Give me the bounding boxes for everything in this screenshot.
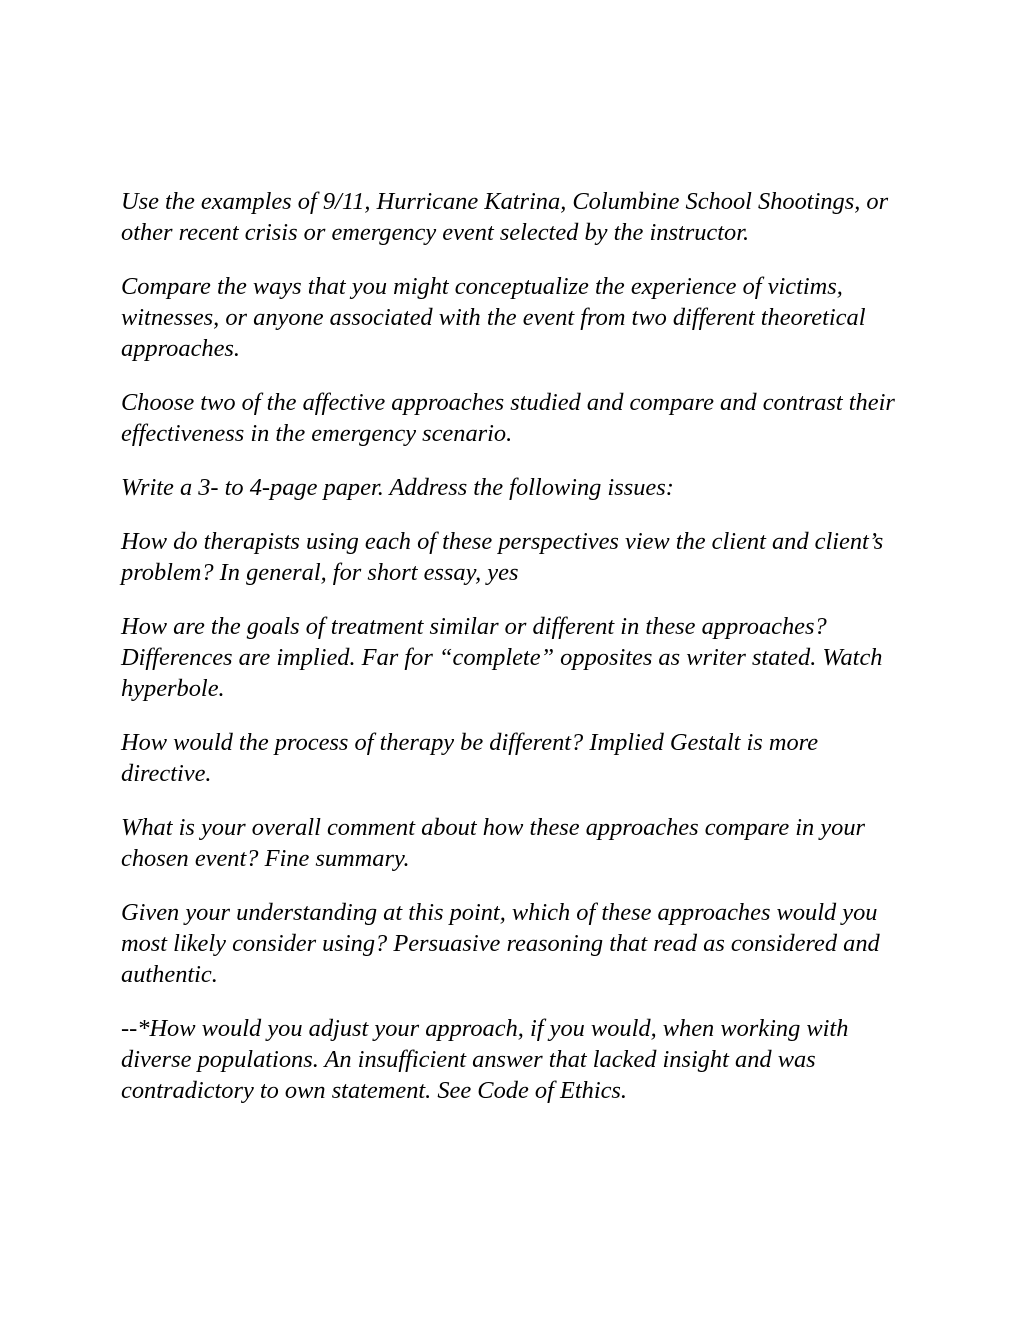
paragraph-examples: Use the examples of 9/11, Hurricane Katrina, Columbine School Shootings, or other recent crisis or emergency event selected by the instructor. [121, 188, 889, 246]
paragraph-question-process: How would the process of therapy be different? Implied Gestalt is more directive. [121, 729, 819, 787]
paragraph-question-overall-comment: What is your overall comment about how these approaches compare in your chosen event? Fine summary. [121, 814, 866, 872]
paragraph-question-preferred-approach: Given your understanding at this point, which of these approaches would you most likely consider using? Persuasive reasoning that read as considered and authentic. [121, 899, 880, 988]
paragraph-question-diverse-populations: --*How would you adjust your approach, if you would, when working with diverse populations. An insufficient answer that lacked insight and was contradictory to own statement. See Code of Ethics. [121, 1015, 849, 1104]
paragraph-compare-conceptualize: Compare the ways that you might conceptualize the experience of victims, witnesses, or anyone associated with the event from two different theoretical approaches. [121, 273, 866, 362]
paragraph-question-view-client: How do therapists using each of these perspectives view the client and client’s problem? In general, for short essay, yes [121, 528, 884, 586]
paragraph-question-goals: How are the goals of treatment similar or different in these approaches? Differences are implied. Far for “complete” opposites as writer stated. Watch hyperbole. [121, 613, 883, 702]
document-body [121, 186, 911, 1129]
paragraph-choose-approaches: Choose two of the affective approaches studied and compare and contrast their effectiveness in the emergency scenario. [121, 389, 895, 447]
paragraph-write-paper: Write a 3- to 4-page paper. Address the following issues: [121, 474, 674, 501]
